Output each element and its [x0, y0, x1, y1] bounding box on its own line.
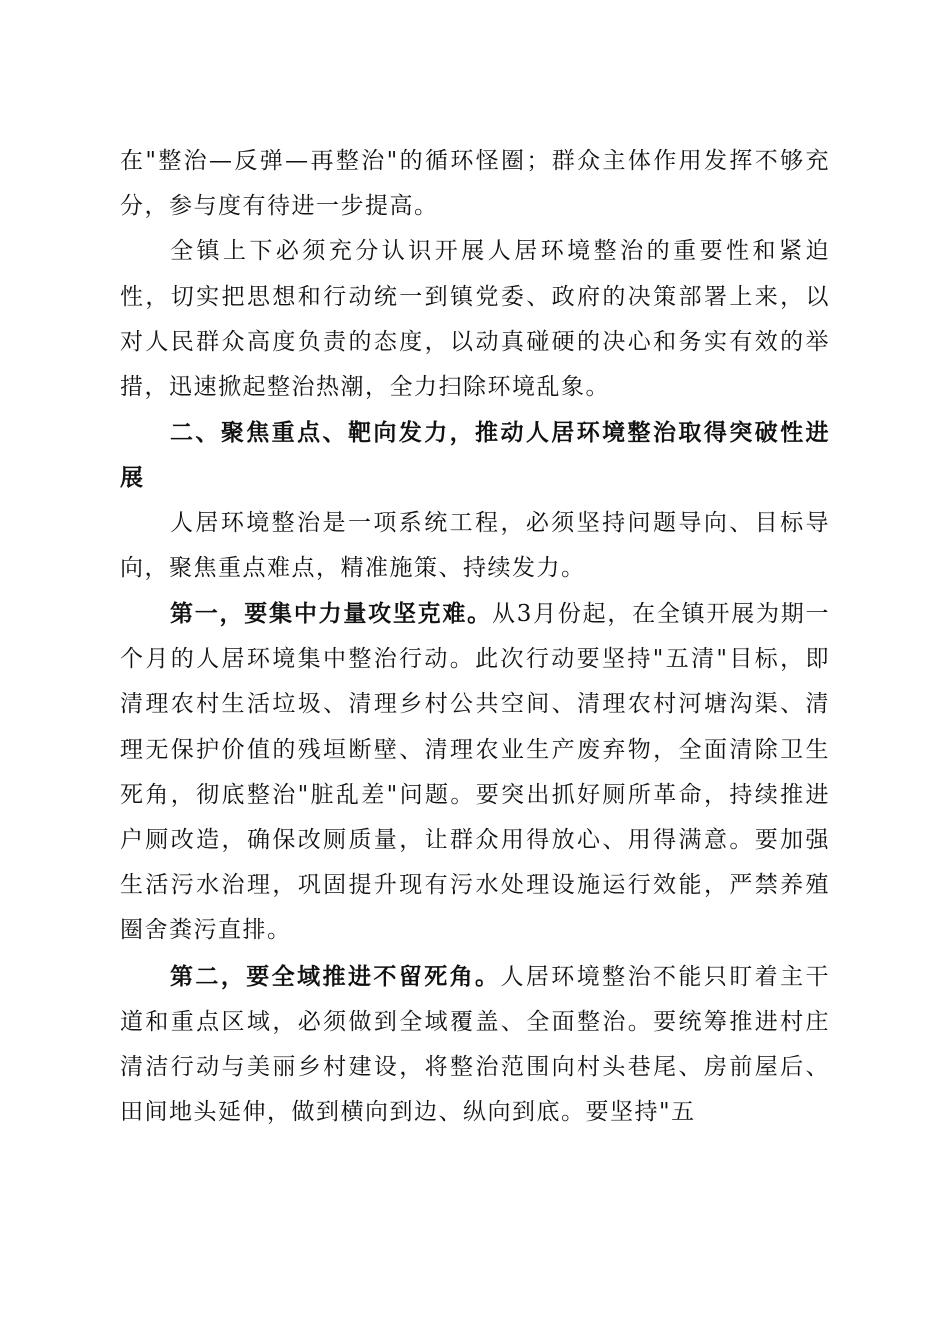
document-page: [120, 139, 830, 1135]
paragraph-1-text: 在"整治—反弹—再整治"的循环怪圈；群众主体作用发挥不够充分，参与度有待进一步提高。: [120, 148, 830, 220]
paragraph-2: [120, 229, 830, 410]
paragraph-4-text: 从3月份起，在全镇开展为期一个月的人居环境集中整治行动。此次行动要坚持"五清"目标，即清理农村生活垃圾、清理乡村公共空间、清理农村河塘沟渠、清理无保护价值的残垣断壁、清理农业生产废弃物，全面清除卫生死角，彻底整治"脏乱差"问题。要突出抓好厕所革命，持续推进户厕改造，确保改厕质量，让群众用得放心、用得满意。要加强生活污水治理，巩固提升现有污水处理设施运行效能，严禁养殖圈舍粪污直排。: [120, 601, 831, 944]
paragraph-5-text: 人居环境整治不能只盯着主干道和重点区域，必须做到全域覆盖、全面整治。要统筹推进村庄清洁行动与美丽乡村建设，将整治范围向村头巷尾、房前屋后、田间地头延伸，做到横向到边、纵向到底。要坚持"五: [120, 963, 831, 1126]
section-heading: [120, 410, 830, 500]
paragraph-5: [120, 954, 830, 1136]
paragraph-4-lead: 第一，要集中力量攻坚克难。: [170, 600, 492, 628]
paragraph-5-lead: 第二，要全域推进不留死角。: [170, 962, 501, 990]
paragraph-3-text: 人居环境整治是一项系统工程，必须坚持问题导向、目标导向，聚焦重点难点，精准施策、持续发力。: [120, 509, 830, 581]
section-heading-text: 二、聚焦重点、靶向发力，推动人居环境整治取得突破性进展: [120, 419, 830, 492]
paragraph-1: [120, 139, 830, 229]
paragraph-3: [120, 501, 830, 591]
paragraph-4: [120, 591, 830, 954]
paragraph-2-text: 全镇上下必须充分认识开展人居环境整治的重要性和紧迫性，切实把思想和行动统一到镇党委、政府的决策部署上来，以对人民群众高度负责的态度，以动真碰硬的决心和务实有效的举措，迅速掀起整治热潮，全力扫除环境乱象。: [120, 238, 830, 401]
